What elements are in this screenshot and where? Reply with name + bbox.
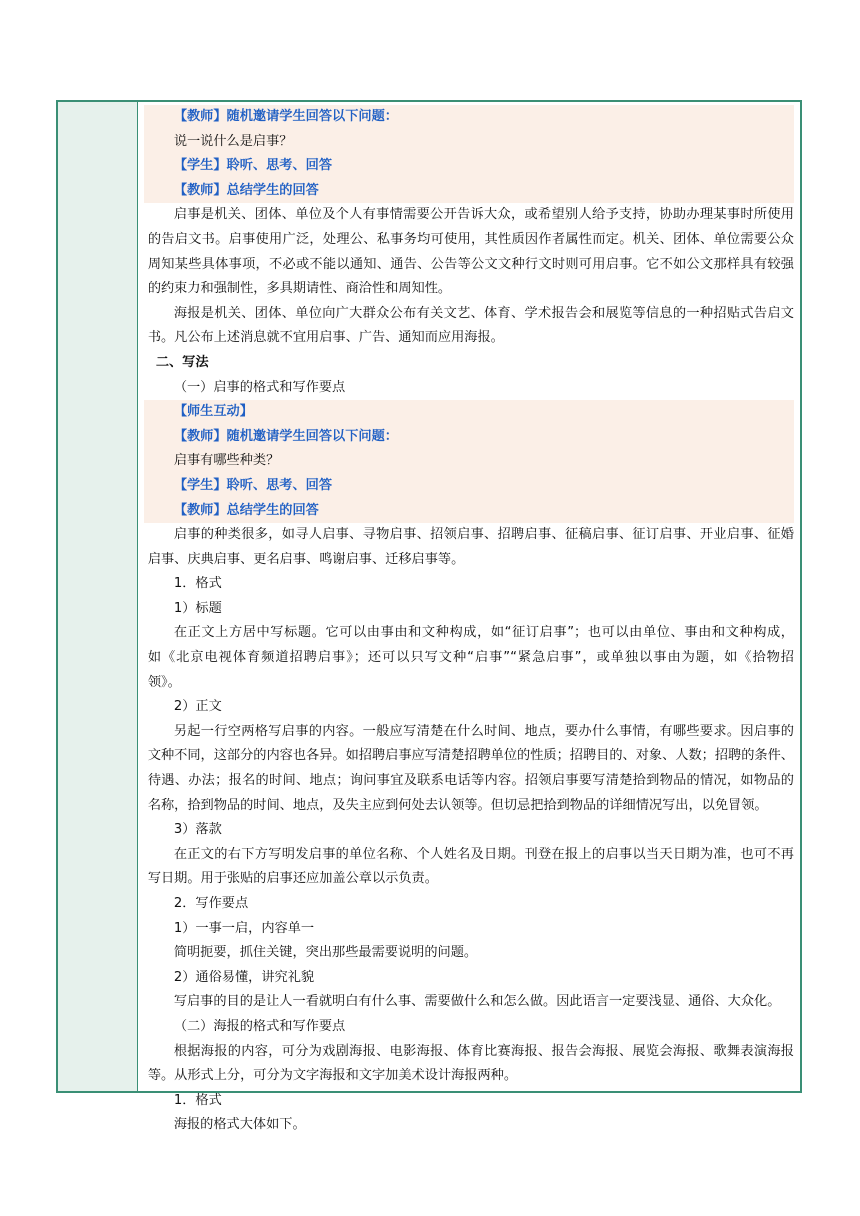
haibao-types-line: 等。从形式上分，可分为文字海报和文字加美术设计海报两种。 [147,1068,518,1084]
student-answer-1: 【学生】聆听、思考、回答 [144,154,794,179]
haibao-format-heading: 1．格式 [173,1092,222,1108]
qishi-definition-line: 的约束力和强制性，多具期请性、商洽性和周知性。 [147,281,452,297]
body-heading: 2）正文 [173,699,222,715]
table-label-column [58,102,138,1091]
format-heading: 1．格式 [173,576,222,592]
haibao-types-line: 根据海报的内容，可分为戏剧海报、电影海报、体育比赛海报、报告会海报、展览会海报、歌舞表演海报 [173,1043,794,1059]
writing-points-heading: 2．写作要点 [173,896,249,911]
subsection-1-title: （一）启事的格式和写作要点 [173,379,346,395]
signature-heading: 3）落款 [173,822,222,838]
signature-text-line: 在正文的右下方写明发启事的单位名称、个人姓名及日期。刊登在报上的启事以当天日期为准，也可不再 [173,846,794,862]
teacher-summary-1: 【教师】总结学生的回答 [144,179,794,204]
interaction-label: 【师生互动】 [144,400,794,425]
point-2-heading: 2）通俗易懂，讲究礼貌 [173,969,315,985]
types-line: 启事的种类很多，如寻人启事、寻物启事、招领启事、招聘启事、征稿启事、征订启事、开业启事、征婚 [173,527,794,543]
body-text-line: 另起一行空两格写启事的内容。一般应写清楚在什么时间、地点，要办什么事情，有哪些要求。因启事的 [173,723,794,739]
haibao-definition-line: 书。凡公布上述消息就不宜用启事、广告、通知而应用海报。 [147,330,504,346]
question-2: 启事有哪些种类？ [144,449,794,474]
student-answer-2: 【学生】聆听、思考、回答 [144,474,794,499]
section-2-title: 二、写法 [155,354,209,370]
subsection-2-title: （二）海报的格式和写作要点 [173,1018,346,1034]
point-1-heading: 1）一事一启，内容单一 [173,920,315,936]
body-text-line: 名称，拾到物品的时间、地点，及失主应到何处去认领等。但切忌把拾到物品的详细情况写出，以免冒领。 [147,797,768,813]
title-heading: 1）标题 [173,600,222,616]
question-1: 说一说什么是启事？ [144,130,794,155]
teacher-question-2: 【教师】随机邀请学生回答以下问题： [144,425,794,450]
teacher-question-1: 【教师】随机邀请学生回答以下问题： [144,105,794,130]
body-text-line: 文种不同，这部分的内容也各异。如招聘启事应写清楚招聘单位的性质；招聘目的、对象、人数；招聘的条件、 [147,748,794,764]
table-content-column [138,102,800,1133]
signature-text-line: 写日期。用于张贴的启事还应加盖公章以示负责。 [147,871,438,887]
title-text-line: 领》。 [147,674,181,690]
body-text-line: 待遇、办法；报名的时间、地点；询问事宜及联系电话等内容。招领启事要写清楚拾到物品的情况，如物品的 [147,773,794,789]
qishi-definition-line: 周知某些具体事项，不必或不能以通知、通告、公告等公文文种行文时则可用启事。它不如公文那样具有较强 [147,256,794,272]
qishi-definition-line: 的告启文书。启事使用广泛，处理公、私事务均可使用，其性质因作者属性而定。机关、团体、单位需要公众 [147,231,794,247]
teacher-summary-2: 【教师】总结学生的回答 [144,499,794,524]
point-2-text: 写启事的目的是让人一看就明白有什么事、需要做什么和怎么做。因此语言一定要浅显、通俗、大众化。 [173,994,781,1010]
haibao-definition-line: 海报是机关、团体、单位向广大群众公布有关文艺、体育、学术报告会和展览等信息的一种招贴式告启文 [173,305,794,321]
haibao-format-text: 海报的格式大体如下。 [173,1117,306,1133]
title-text-line: 在正文上方居中写标题。它可以由事由和文种构成，如“征订启事”；也可以由单位、事由和文种构成， [173,625,794,641]
point-1-text: 简明扼要，抓住关键，突出那些最需要说明的问题。 [173,945,478,961]
types-line: 启事、庆典启事、更名启事、鸣谢启事、迁移启事等。 [147,551,465,567]
lesson-table [56,100,802,1133]
qishi-definition-line: 启事是机关、团体、单位及个人有事情需要公开告诉大众，或希望别人给予支持，协助办理某事时所使用 [173,207,794,223]
title-text-line: 如《北京电视体育频道招聘启事》；还可以只写文种“启事”“紧急启事”，或单独以事由为题，如《拾物招 [147,650,794,666]
